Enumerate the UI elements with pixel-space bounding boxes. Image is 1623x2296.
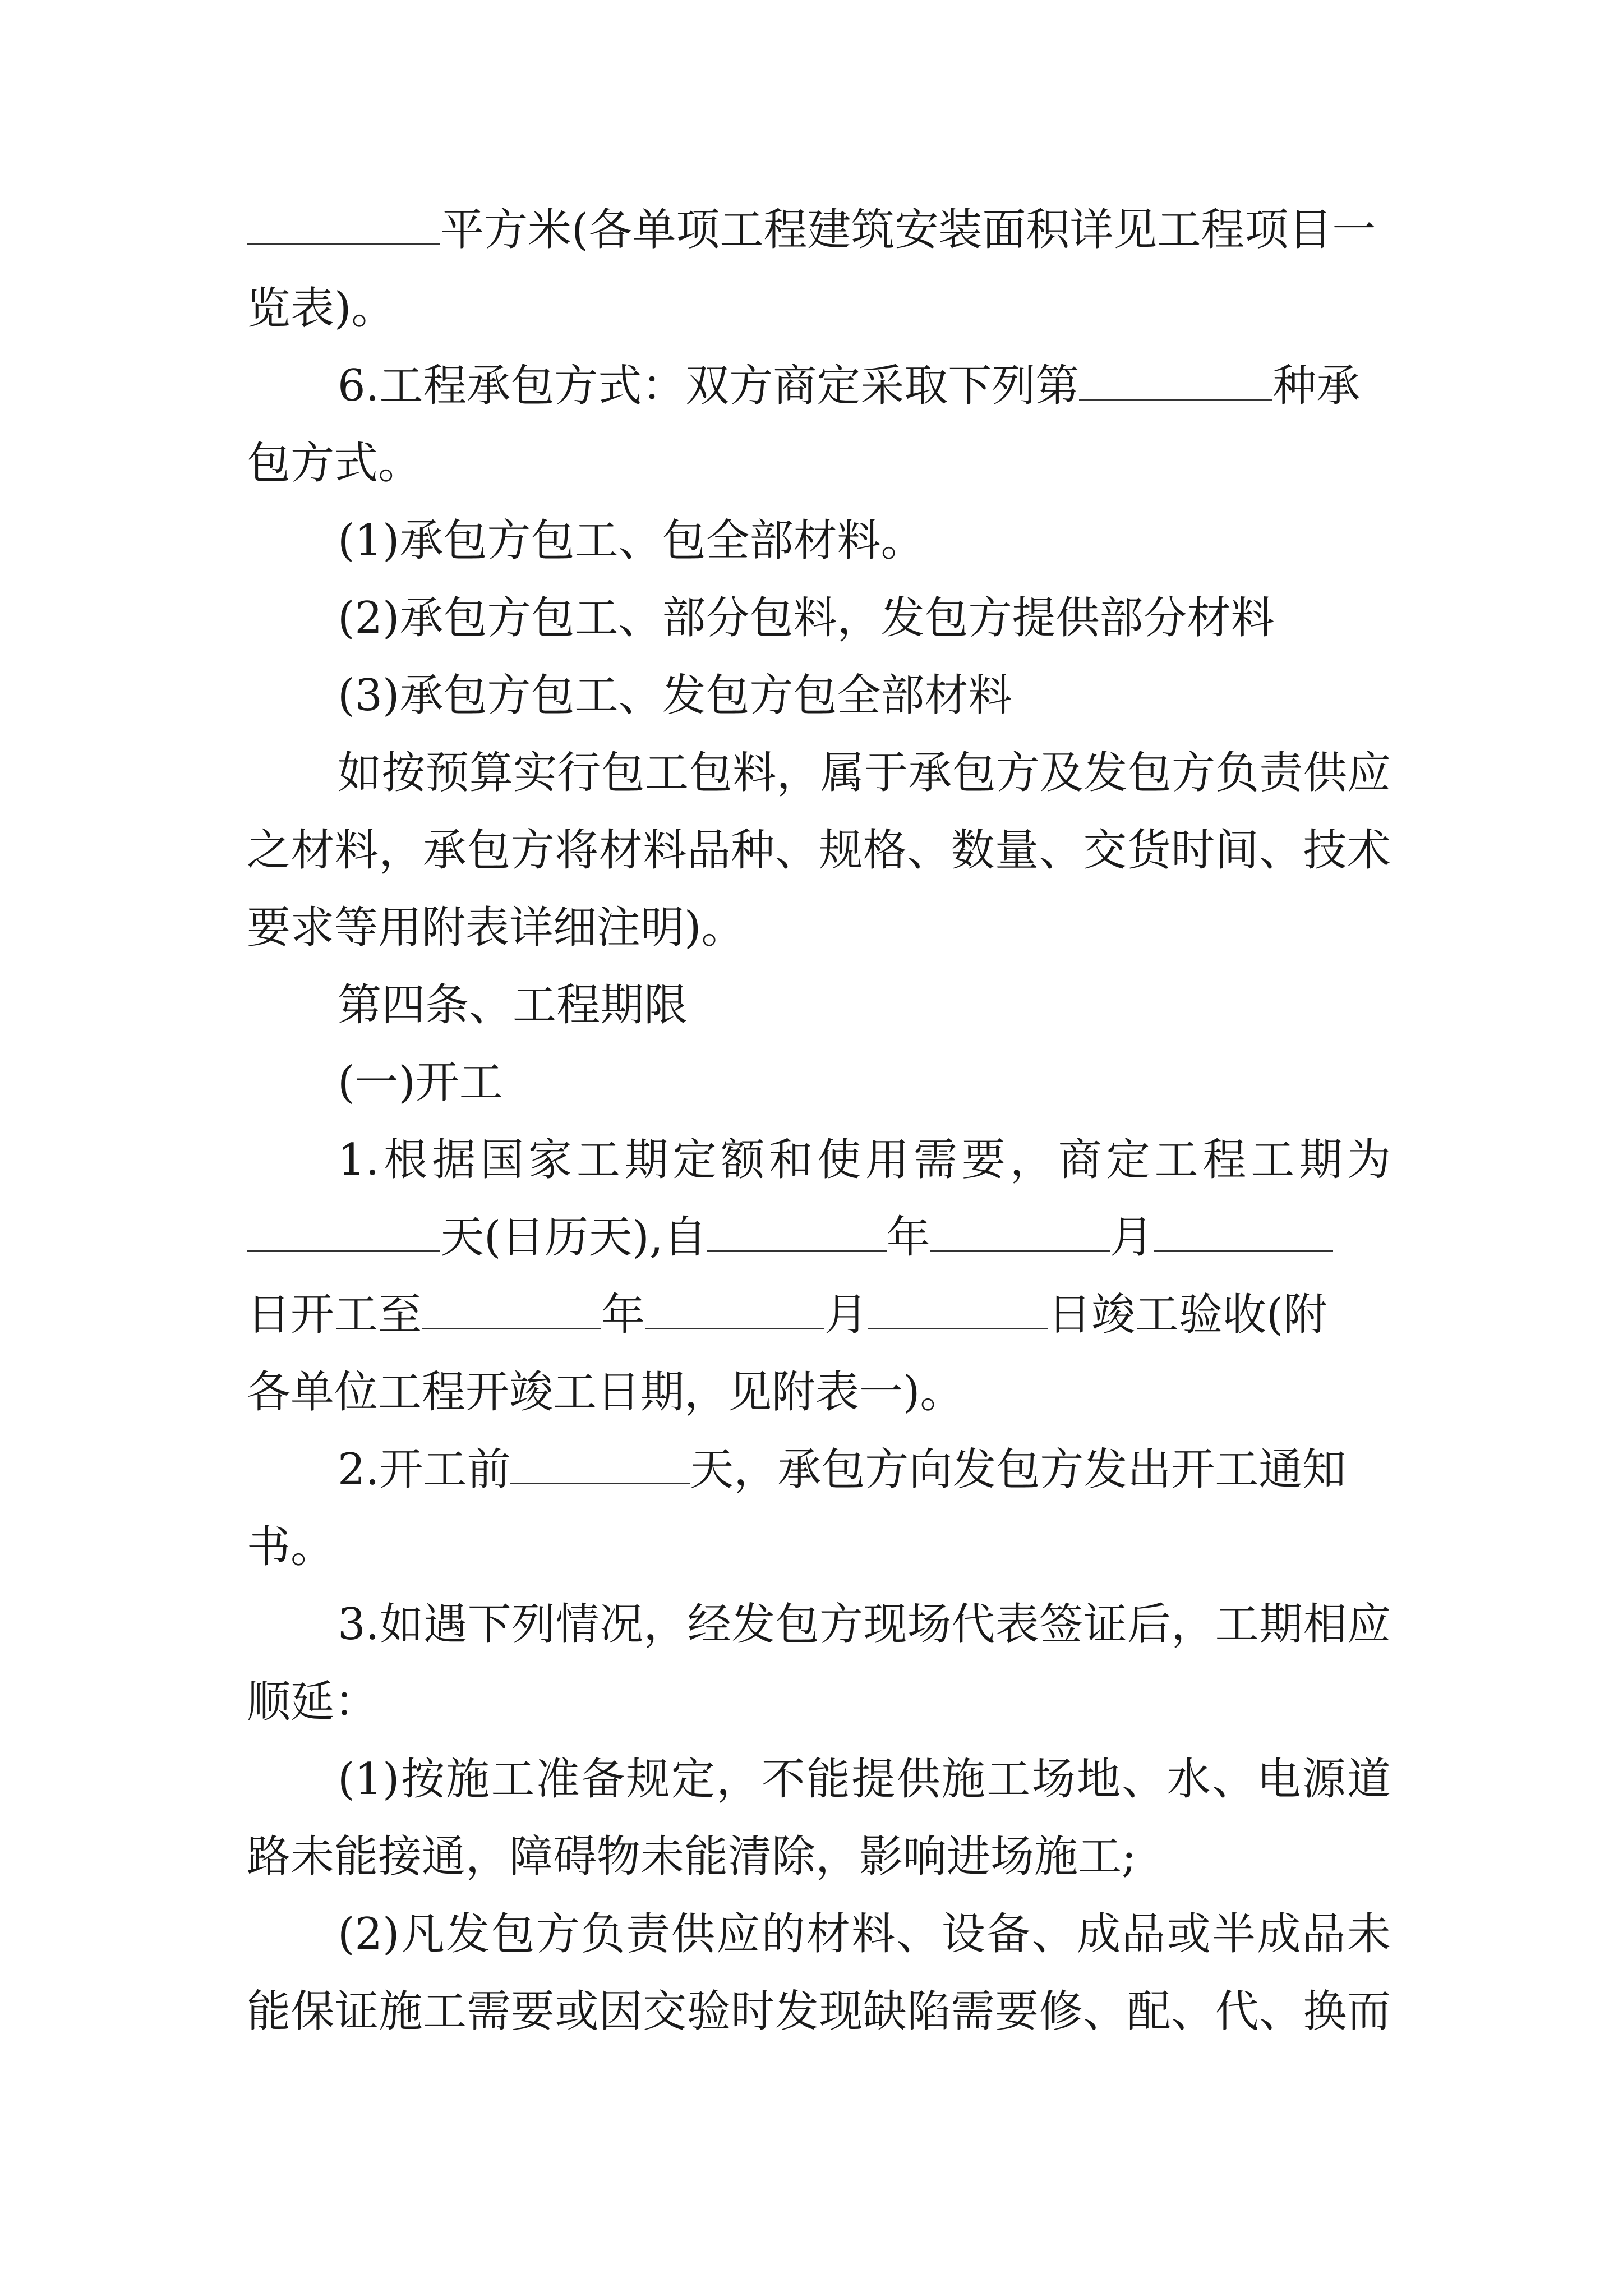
text-line [247, 1276, 1391, 1354]
line-text: 包方式。 [247, 438, 422, 489]
line-text: 月 [824, 1290, 869, 1340]
blank-field [247, 1203, 440, 1252]
line-text: 能保证施工需要或因交验时发现缺陷需要修、配、代、换而 [247, 1986, 1391, 2037]
line-text: 2.开工前 [338, 1444, 511, 1495]
blank-field [707, 1203, 887, 1252]
section-heading [247, 966, 1482, 1045]
line-text: 顺延： [247, 1677, 379, 1727]
text-line [247, 656, 1482, 735]
line-text: 年 [601, 1290, 645, 1340]
line-text: 第四条、工程期限 [338, 980, 688, 1030]
blank-field [1154, 1203, 1333, 1252]
text-line [247, 889, 1391, 967]
text-line [247, 1121, 1482, 1199]
text-line [247, 1353, 1391, 1432]
blank-field [422, 1281, 601, 1329]
line-text: 路未能接通，障碍物未能清除，影响进场施工; [247, 1832, 1137, 1882]
line-text: 书。 [247, 1522, 335, 1572]
text-line [247, 1508, 1391, 1586]
text-line [247, 1198, 1391, 1277]
text-line [247, 1972, 1391, 2051]
line-text: 天(日历天),自 [440, 1212, 707, 1263]
text-line [247, 1740, 1482, 1819]
text-line [247, 1430, 1482, 1509]
line-text: 6.工程承包方式：双方商定采取下列第 [338, 361, 1080, 411]
line-text: 日竣工验收(附 [1048, 1290, 1327, 1340]
text-line [247, 1585, 1482, 1664]
blank-field [247, 196, 440, 245]
text-line [247, 811, 1391, 890]
blank-field [645, 1281, 824, 1329]
text-line [247, 1663, 1391, 1741]
line-text: 如按预算实行包工包料，属于承包方及发包方负责供应 [338, 748, 1391, 798]
text-line [247, 579, 1482, 657]
line-text: (一)开工 [338, 1057, 503, 1108]
line-text: (1)承包方包工、包全部材料。 [338, 516, 925, 566]
line-text: 之材料，承包方将材料品种、规格、数量、交货时间、技术 [247, 825, 1391, 876]
line-text: 各单位工程开竣工日期，见附表一)。 [247, 1367, 964, 1418]
line-text: 要求等用附表详细注明)。 [247, 903, 745, 953]
text-line [247, 191, 1391, 269]
blank-field [510, 1435, 690, 1484]
line-text: 天，承包方向发包方发出开工通知 [690, 1444, 1347, 1495]
line-text: 1.根据国家工期定额和使用需要，商定工程工期为 [338, 1135, 1391, 1185]
line-text: 月 [1109, 1212, 1154, 1263]
line-text: (2)凡发包方负责供应的材料、设备、成品或半成品未 [338, 1909, 1391, 1959]
blank-field [930, 1203, 1110, 1252]
blank-field [1079, 352, 1272, 401]
line-text: 览表)。 [247, 283, 395, 334]
blank-field [868, 1281, 1048, 1329]
text-line [247, 1895, 1482, 1973]
text-line [247, 424, 1391, 503]
line-text: 3.如遇下列情况，经发包方现场代表签证后，工期相应 [338, 1599, 1391, 1650]
text-line [247, 501, 1482, 580]
line-text: (1)按施工准备规定，不能提供施工场地、水、电源道 [338, 1754, 1391, 1805]
line-text: 年 [886, 1212, 930, 1263]
line-text: 种承 [1272, 361, 1361, 411]
subsection-heading [247, 1043, 1482, 1122]
text-line [247, 269, 1391, 348]
line-text: (3)承包方包工、发包方包全部材料 [338, 670, 1012, 721]
text-line [247, 1818, 1391, 1896]
line-text: 日开工至 [247, 1290, 422, 1340]
line-text: 平方米(各单项工程建筑安装面积详见工程项目一 [440, 205, 1376, 255]
text-line [247, 734, 1482, 812]
text-line [247, 347, 1482, 425]
line-text: (2)承包方包工、部分包料，发包方提供部分材料 [338, 593, 1275, 643]
